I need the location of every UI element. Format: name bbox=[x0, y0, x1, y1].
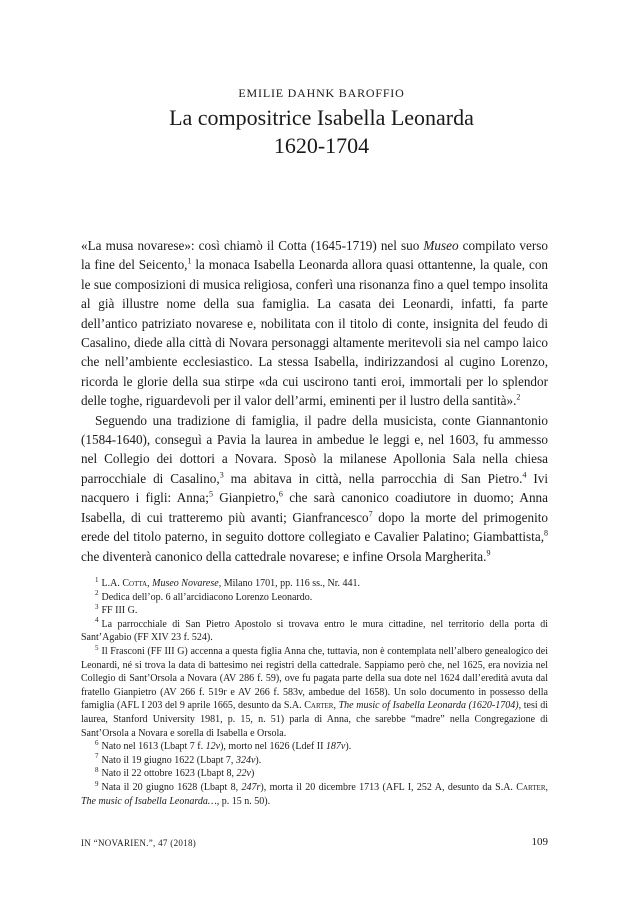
folio-ref: 187v bbox=[325, 741, 346, 753]
text-run: Nato nel 1613 (Lbapt 7 f. bbox=[101, 741, 206, 753]
text-run: , p. 15 n. 50). bbox=[216, 795, 271, 807]
text-run: , Milano 1701, pp. 116 ss., Nr. 441. bbox=[218, 578, 360, 589]
footnote-3 bbox=[81, 604, 548, 618]
footnote-ref[interactable]: 5 bbox=[208, 489, 213, 499]
footnote-4 bbox=[81, 618, 548, 645]
footnote-6 bbox=[81, 740, 548, 754]
footnote-ref[interactable]: 4 bbox=[522, 470, 527, 480]
text-run: Dedica dell’op. 6 all’arcidiacono Lorenzo Leonardo. bbox=[101, 591, 313, 603]
footnote-number: 6 bbox=[95, 738, 99, 747]
footnote-number: 3 bbox=[95, 602, 99, 611]
text-run: ). bbox=[345, 741, 352, 753]
paragraph-1 bbox=[81, 236, 548, 411]
text-run: Nata il 20 giugno 1628 (Lbapt 8, bbox=[101, 781, 242, 793]
page-number: 109 bbox=[531, 836, 548, 848]
text-run: dopo la morte del primogenito erede del titolo paterno, in seguito dottore collegiato e Cavalier Palatino; Giambattista, bbox=[81, 509, 548, 545]
text-run: ). bbox=[255, 754, 262, 766]
cited-author: Cotta bbox=[122, 578, 148, 589]
footnote-8 bbox=[81, 767, 548, 781]
cited-author: Carter bbox=[304, 700, 334, 712]
text-run: Seguendo una tradizione di famiglia, il padre della musicista, conte Giannantonio (1584-1640), conseguì a Pavia la laurea in ambedue le leggi e, nel 1603, fu ammesso nel Collegio dei dottori a Novara. Sposò la milanese Apollonia Sala nella chiesa parrocchiale di Casalino, bbox=[81, 412, 548, 486]
footnote-number: 5 bbox=[95, 643, 99, 652]
folio-ref: 22v bbox=[236, 768, 251, 780]
text-run: «La musa novarese»: così chiamò il Cotta (1645-1719) nel suo bbox=[81, 238, 424, 253]
text-run: Nato il 19 giugno 1622 (Lbapt 7, bbox=[101, 754, 236, 766]
text-run: che diventerà canonico della cattedrale novarese; e infine Orsola Margherita. bbox=[81, 548, 487, 564]
title-line-1: La compositrice Isabella Leonarda bbox=[169, 105, 474, 130]
article-author: EMILIE DAHNK BAROFFIO bbox=[238, 86, 405, 100]
text-run: Gianpietro, bbox=[212, 490, 279, 506]
journal-citation: IN “NOVARIEN.”, 47 (2018) bbox=[81, 838, 197, 848]
footnote-number: 1 bbox=[95, 575, 99, 584]
article-title bbox=[0, 104, 643, 160]
footnote-number: 4 bbox=[95, 616, 99, 625]
text-run: , bbox=[333, 700, 339, 712]
footnote-ref[interactable]: 3 bbox=[219, 470, 224, 480]
footnote-ref[interactable]: 6 bbox=[278, 489, 283, 499]
footnote-ref[interactable]: 9 bbox=[486, 548, 491, 558]
footnote-1 bbox=[81, 577, 548, 591]
text-run: Il Frasconi (FF III G) accenna a questa figlia Anna che, tuttavia, non è contemplata nell’albero genealogico dei Leonardi, né si trova la data di battesimo nei registri della cattedrale. Sappiamo però che, nel 1625, era novizia nel Collegio di Sant’Orsola a Novara (AV 286 f. 59), ove fu pagata parte della sua dote nel 1624 dall’eredità avuta dal fratello Gianpietro (AV 266 f. 519r e AV 266 f. 583v, ambedue del 1658). Un solo documento in possesso della famiglia (AFL I 203 del 9 aprile 1665, desunto da S.A. bbox=[81, 645, 548, 712]
footnote-2 bbox=[81, 591, 548, 605]
title-line-2: 1620-1704 bbox=[273, 133, 370, 158]
cited-title: The music of Isabella Leonarda (1620-1704) bbox=[338, 700, 519, 712]
footnote-ref[interactable]: 1 bbox=[187, 257, 192, 267]
text-run: Ivi nacquero i figli: Anna; bbox=[81, 470, 548, 506]
cited-title: Museo Novarese bbox=[152, 578, 219, 589]
text-run: ), morto nel 1626 (Ldef II bbox=[220, 741, 326, 753]
cited-title: The music of Isabella Leonarda… bbox=[81, 795, 217, 807]
footnote-number: 8 bbox=[95, 765, 99, 774]
folio-ref: 12v bbox=[205, 741, 221, 753]
article-body bbox=[81, 236, 548, 566]
italic-title: Museo bbox=[423, 238, 459, 253]
footnote-number: 9 bbox=[95, 779, 99, 788]
footnote-7 bbox=[81, 754, 548, 768]
text-run: che sarà canonico coadiutore in duomo; Anna Isabella, di cui tratteremo più avanti; Gianfrancesco bbox=[81, 490, 548, 525]
text-run: FF III G. bbox=[101, 605, 138, 617]
footnote-ref[interactable]: 8 bbox=[544, 528, 548, 538]
folio-ref: 247r bbox=[241, 781, 261, 793]
text-run: , tesi di laurea, Stanford University 1981, p. 15, n. 51) parla di Anna, che sarebbe “madre” nella Congregazione di Sant’Orsola a Novara e sorella di Isabella e Orsola. bbox=[81, 700, 549, 739]
cited-author: Carter bbox=[516, 781, 546, 793]
footnote-number: 2 bbox=[95, 589, 99, 598]
footnote-5 bbox=[81, 645, 548, 740]
footnote-number: 7 bbox=[95, 752, 99, 761]
text-run: la monaca Isabella Leonarda allora quasi ottantenne, la quale, con le sue composizioni di musica religiosa, conferì una risonanza fino a quel tempo insolita al già illustre nome della sua famiglia. La casata dei Leonardi, infatti, fa parte dell’antico patriziato novarese e, nobilitata con il titolo di conte, insignita del feudo di Casalino, diede alla città di Novara personaggi altamente meritevoli sia nel campo laico che nell’ambiente ecclesiastico. La stessa Isabella, indirizzandosi al cugino Lorenzo, ricorda le glorie della sua stirpe «da cui uscirono tanti eroi, immortali per lo splendor delle toghe, riguardevoli per il valor dell’armi, eminenti per il lustro della santità». bbox=[81, 257, 549, 409]
text-run: ma abitava in città, nella parrocchia di San Pietro. bbox=[223, 470, 523, 486]
text-run: ) bbox=[250, 768, 255, 780]
paragraph-2 bbox=[81, 411, 548, 566]
text-run: La parrocchiale di San Pietro Apostolo si trovava entro le mura cittadine, nel territorio della porta di Sant’Agabio (FF XIV 23 f. 524). bbox=[81, 618, 548, 644]
text-run: , bbox=[545, 781, 548, 793]
text-run: ), morta il 20 dicembre 1713 (AFL I, 252 A, desunto da S.A. bbox=[260, 781, 517, 793]
text-run: L.A. bbox=[101, 578, 123, 589]
folio-ref: 324v bbox=[235, 754, 256, 766]
footnote-ref[interactable]: 7 bbox=[368, 509, 373, 519]
text-run: , bbox=[147, 578, 153, 589]
footnote-9 bbox=[81, 781, 548, 808]
text-run: compilato verso la fine del Seicento, bbox=[81, 238, 548, 273]
footnote-ref[interactable]: 2 bbox=[516, 392, 521, 402]
text-run: Nato il 22 ottobre 1623 (Lbapt 8, bbox=[101, 768, 237, 780]
footnotes bbox=[81, 577, 548, 808]
